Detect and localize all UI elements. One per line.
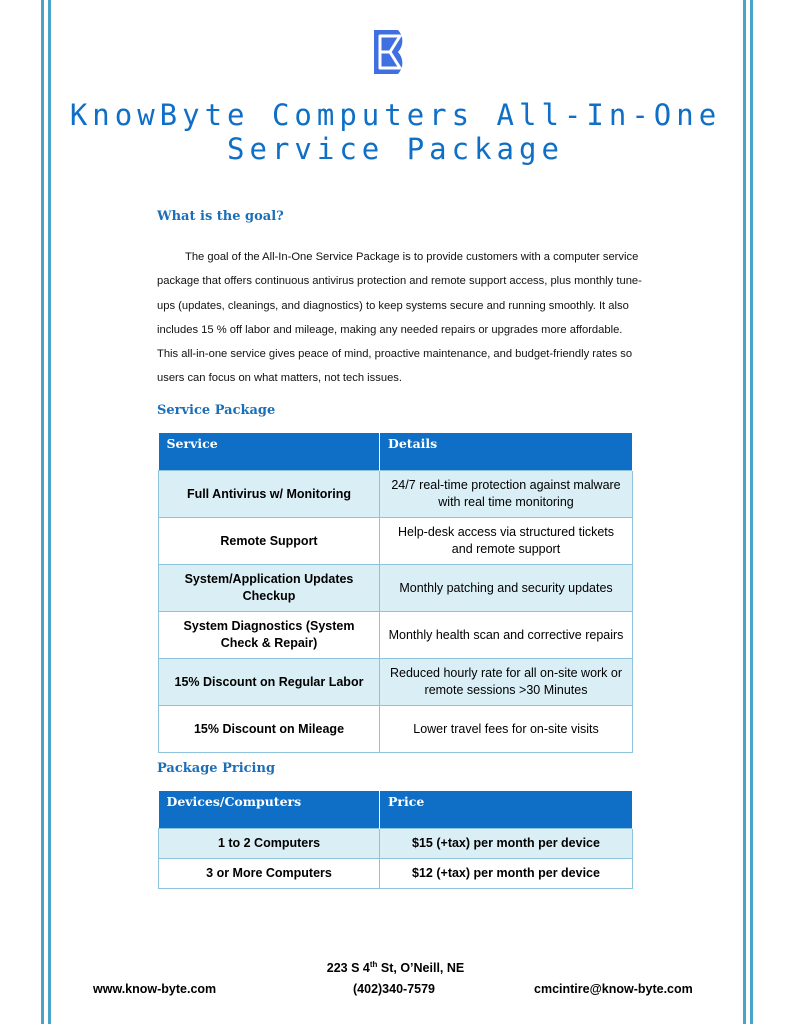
column-header-service: Service — [159, 433, 380, 471]
page-border-left-inner — [48, 0, 51, 1024]
goal-paragraph — [157, 245, 642, 391]
details-cell: Monthly patching and security updates — [380, 565, 633, 612]
footer-phone[interactable]: (402)340-7579 — [353, 982, 436, 996]
page-title — [60, 98, 731, 166]
goal-heading: What is the goal? — [157, 209, 284, 224]
details-cell: 24/7 real-time protection against malware with real time monitoring — [380, 471, 633, 518]
page-border-right-inner — [743, 0, 746, 1024]
table-row — [159, 565, 633, 612]
table-row — [159, 706, 633, 753]
column-header-devices: Devices/Computers — [159, 791, 380, 829]
title-line-2: Service Package — [227, 132, 564, 166]
devices-cell: 3 or More Computers — [159, 859, 380, 889]
service-cell: 15% Discount on Mileage — [159, 706, 380, 753]
service-package-table — [158, 433, 633, 753]
title-line-1: KnowByte Computers All-In-One — [69, 98, 722, 132]
address-ordinal: th — [369, 960, 378, 969]
details-cell: Lower travel fees for on-site visits — [380, 706, 633, 753]
service-cell: Full Antivirus w/ Monitoring — [159, 471, 380, 518]
goal-text: The goal of the All-In-One Service Package is to provide customers with a computer service package that offers continuous antivirus protection and remote support access, plus monthly tune-ups (updates, cleanings, and diagnostics) to keep systems secure and running smoothly. It also includes 15 % off labor and mileage, making any needed repairs or upgrades more affordable. This all-in-one service gives peace of mind, proactive maintenance, and budget-friendly rates so users can focus on what matters, not tech issues. — [157, 251, 642, 385]
column-header-details: Details — [380, 433, 633, 471]
devices-cell: 1 to 2 Computers — [159, 829, 380, 859]
price-cell: $12 (+tax) per month per device — [380, 859, 633, 889]
table-row — [159, 471, 633, 518]
address-city: St, O’Neill, NE — [377, 961, 465, 976]
table-row — [159, 612, 633, 659]
service-cell: Remote Support — [159, 518, 380, 565]
service-cell: System Diagnostics (System Check & Repair) — [159, 612, 380, 659]
service-cell: 15% Discount on Regular Labor — [159, 659, 380, 706]
footer-address — [0, 960, 791, 975]
footer-website-link[interactable]: www.know-byte.com — [93, 982, 217, 996]
footer-email-link[interactable]: cmcintire@know-byte.com — [534, 982, 693, 996]
address-street: 223 S 4 — [326, 961, 370, 976]
table-row — [159, 829, 633, 859]
column-header-price: Price — [380, 791, 633, 829]
page-border-left-outer — [41, 0, 44, 1024]
details-cell: Help-desk access via structured tickets and remote support — [380, 518, 633, 565]
package-pricing-heading: Package Pricing — [157, 761, 276, 776]
details-cell: Reduced hourly rate for all on-site work or remote sessions >30 Minutes — [380, 659, 633, 706]
table-row — [159, 859, 633, 889]
table-row — [159, 659, 633, 706]
details-cell: Monthly health scan and corrective repairs — [380, 612, 633, 659]
knowbyte-k-logo-icon — [368, 26, 420, 78]
page-border-right-outer — [750, 0, 753, 1024]
table-header-row — [159, 791, 633, 829]
service-package-heading: Service Package — [157, 403, 276, 418]
table-row — [159, 518, 633, 565]
table-header-row — [159, 433, 633, 471]
pricing-table — [158, 791, 633, 889]
price-cell: $15 (+tax) per month per device — [380, 829, 633, 859]
service-cell: System/Application Updates Checkup — [159, 565, 380, 612]
